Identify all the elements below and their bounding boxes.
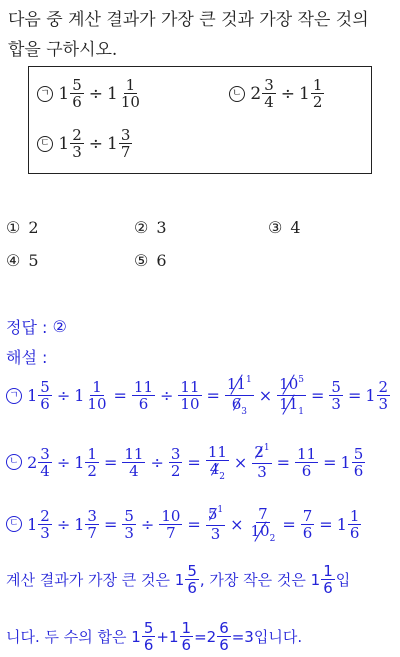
fraction: $\frac{5}{6}$ (72, 76, 82, 111)
explanation-label: 해설 : (6, 348, 48, 367)
fraction: $\frac{3}{4}$ (264, 76, 274, 111)
marker-c: ㄷ (6, 516, 22, 532)
answer-label: 정답 : (6, 318, 48, 337)
divide-sign: ÷ (88, 83, 104, 104)
whole: 1 (58, 83, 70, 104)
divide-sign: ÷ (280, 83, 296, 104)
fraction: $\frac{5}{6}$ (40, 378, 50, 413)
fraction: $\frac{1}{6}$ (349, 506, 360, 542)
choice-3[interactable]: ③ 4 (268, 218, 301, 237)
fraction: $\frac{5^1}{3}$ (207, 505, 224, 543)
fraction: $\frac{5}{6}$ (143, 619, 154, 654)
conclusion-line-1: 계산 결과가 가장 큰 것은 1 $\frac{5}{6}$ , 가장 작은 것은 1 $\frac{1}{6}$ 입 (6, 562, 351, 597)
item-a (37, 77, 143, 110)
fraction: $\frac{11}{6}$ (133, 378, 154, 413)
choice-2[interactable]: ② 3 (134, 218, 167, 237)
question-line-2: 합을 구하시오. (8, 40, 118, 60)
question-line-1: 다음 중 계산 결과가 가장 큰 것과 가장 작은 것의 (8, 10, 369, 30)
fraction: $\frac{3}{4}$ (40, 444, 50, 480)
problem-box (28, 66, 372, 174)
fraction: $\frac{10^5}{11_1}$ (279, 375, 304, 417)
fraction: $\frac{5}{3}$ (124, 506, 134, 542)
whole: 1 (299, 83, 310, 104)
fraction: $\frac{1}{10}$ (120, 76, 140, 111)
fraction: $\frac{2}{3}$ (40, 506, 50, 542)
explanation-row-b: ㄴ 2 $\frac{3}{4}$ ÷ 1 $\frac{1}{2}$ = $\frac{11}{4}$ ÷ $\frac{3}{2}$ = $\frac{11}{4_2}$ × $\frac{2^1}{3}$ = $\frac{11}{6}$ = 1 $\frac{5}{6}$ (6, 444, 366, 480)
answer-value: ② (52, 317, 67, 336)
marker-c: ㄷ (37, 136, 53, 152)
marker-a: ㄱ (37, 86, 53, 102)
fraction: $\frac{1}{6}$ (181, 619, 192, 654)
explanation-row-c: ㄷ 1 $\frac{2}{3}$ ÷ 1 $\frac{3}{7}$ = $\frac{5}{3}$ ÷ $\frac{10}{7}$ = $\frac{5^1}{3}$ × $\frac{7}{10_2}$ = $\frac{7}{6}$ = 1 $\frac{1}{6}$ (6, 506, 362, 542)
fraction: $\frac{11}{4}$ (124, 444, 144, 480)
fraction: $\frac{2}{3}$ (378, 378, 389, 413)
explanation-row-a: ㄱ 1 $\frac{5}{6}$ ÷ 1 $\frac{1}{10}$ = $\frac{11}{6}$ ÷ $\frac{11}{10}$ = $\frac{11^1}{6_3}$ × $\frac{10^5}{11_1}$ = $\frac{5}{3}$ = 1 $\frac{2}{3}$ (6, 376, 391, 415)
fraction: $\frac{11}{10}$ (180, 378, 200, 413)
fraction: $\frac{11}{4_2}$ (207, 443, 227, 482)
fraction: $\frac{1}{2}$ (312, 76, 323, 111)
fraction: $\frac{1}{10}$ (87, 378, 107, 413)
choice-4[interactable]: ④ 5 (6, 251, 39, 270)
fraction: $\frac{1}{6}$ (323, 562, 333, 597)
fraction: $\frac{7}{6}$ (302, 506, 313, 542)
whole: 1 (107, 133, 118, 154)
item-c (37, 127, 133, 160)
conclusion-line-2: 니다. 두 수의 합은 1 $\frac{5}{6}$ + 1 $\frac{1}{6}$ = 2 $\frac{6}{6}$ =3입니다. (6, 619, 303, 654)
marker-a: ㄱ (6, 388, 22, 404)
fraction: $\frac{11}{6}$ (297, 444, 317, 480)
marker-b: ㄴ (6, 454, 22, 470)
divide-sign: ÷ (88, 133, 104, 154)
answer (6, 315, 67, 338)
fraction: $\frac{3}{7}$ (120, 126, 131, 161)
fraction: $\frac{3}{2}$ (170, 444, 181, 480)
fraction: $\frac{5}{6}$ (353, 444, 364, 480)
fraction: $\frac{3}{7}$ (87, 506, 97, 542)
fraction: $\frac{7}{10_2}$ (250, 505, 276, 544)
choice-1[interactable]: ① 2 (6, 218, 39, 237)
whole: 1 (107, 83, 118, 104)
fraction: $\frac{10}{7}$ (161, 506, 181, 542)
fraction: $\frac{5}{3}$ (331, 378, 341, 413)
fraction: $\frac{11^1}{6_3}$ (226, 375, 252, 417)
fraction: $\frac{5}{6}$ (187, 562, 197, 597)
choice-5[interactable]: ⑤ 6 (134, 251, 167, 270)
fraction: $\frac{2^1}{3}$ (254, 443, 270, 481)
fraction: $\frac{6}{6}$ (219, 619, 229, 654)
item-b (229, 77, 325, 110)
fraction: $\frac{2}{3}$ (72, 126, 82, 161)
whole: 2 (250, 83, 262, 104)
whole: 1 (58, 133, 70, 154)
fraction: $\frac{1}{2}$ (87, 444, 97, 480)
marker-b: ㄴ (229, 86, 245, 102)
